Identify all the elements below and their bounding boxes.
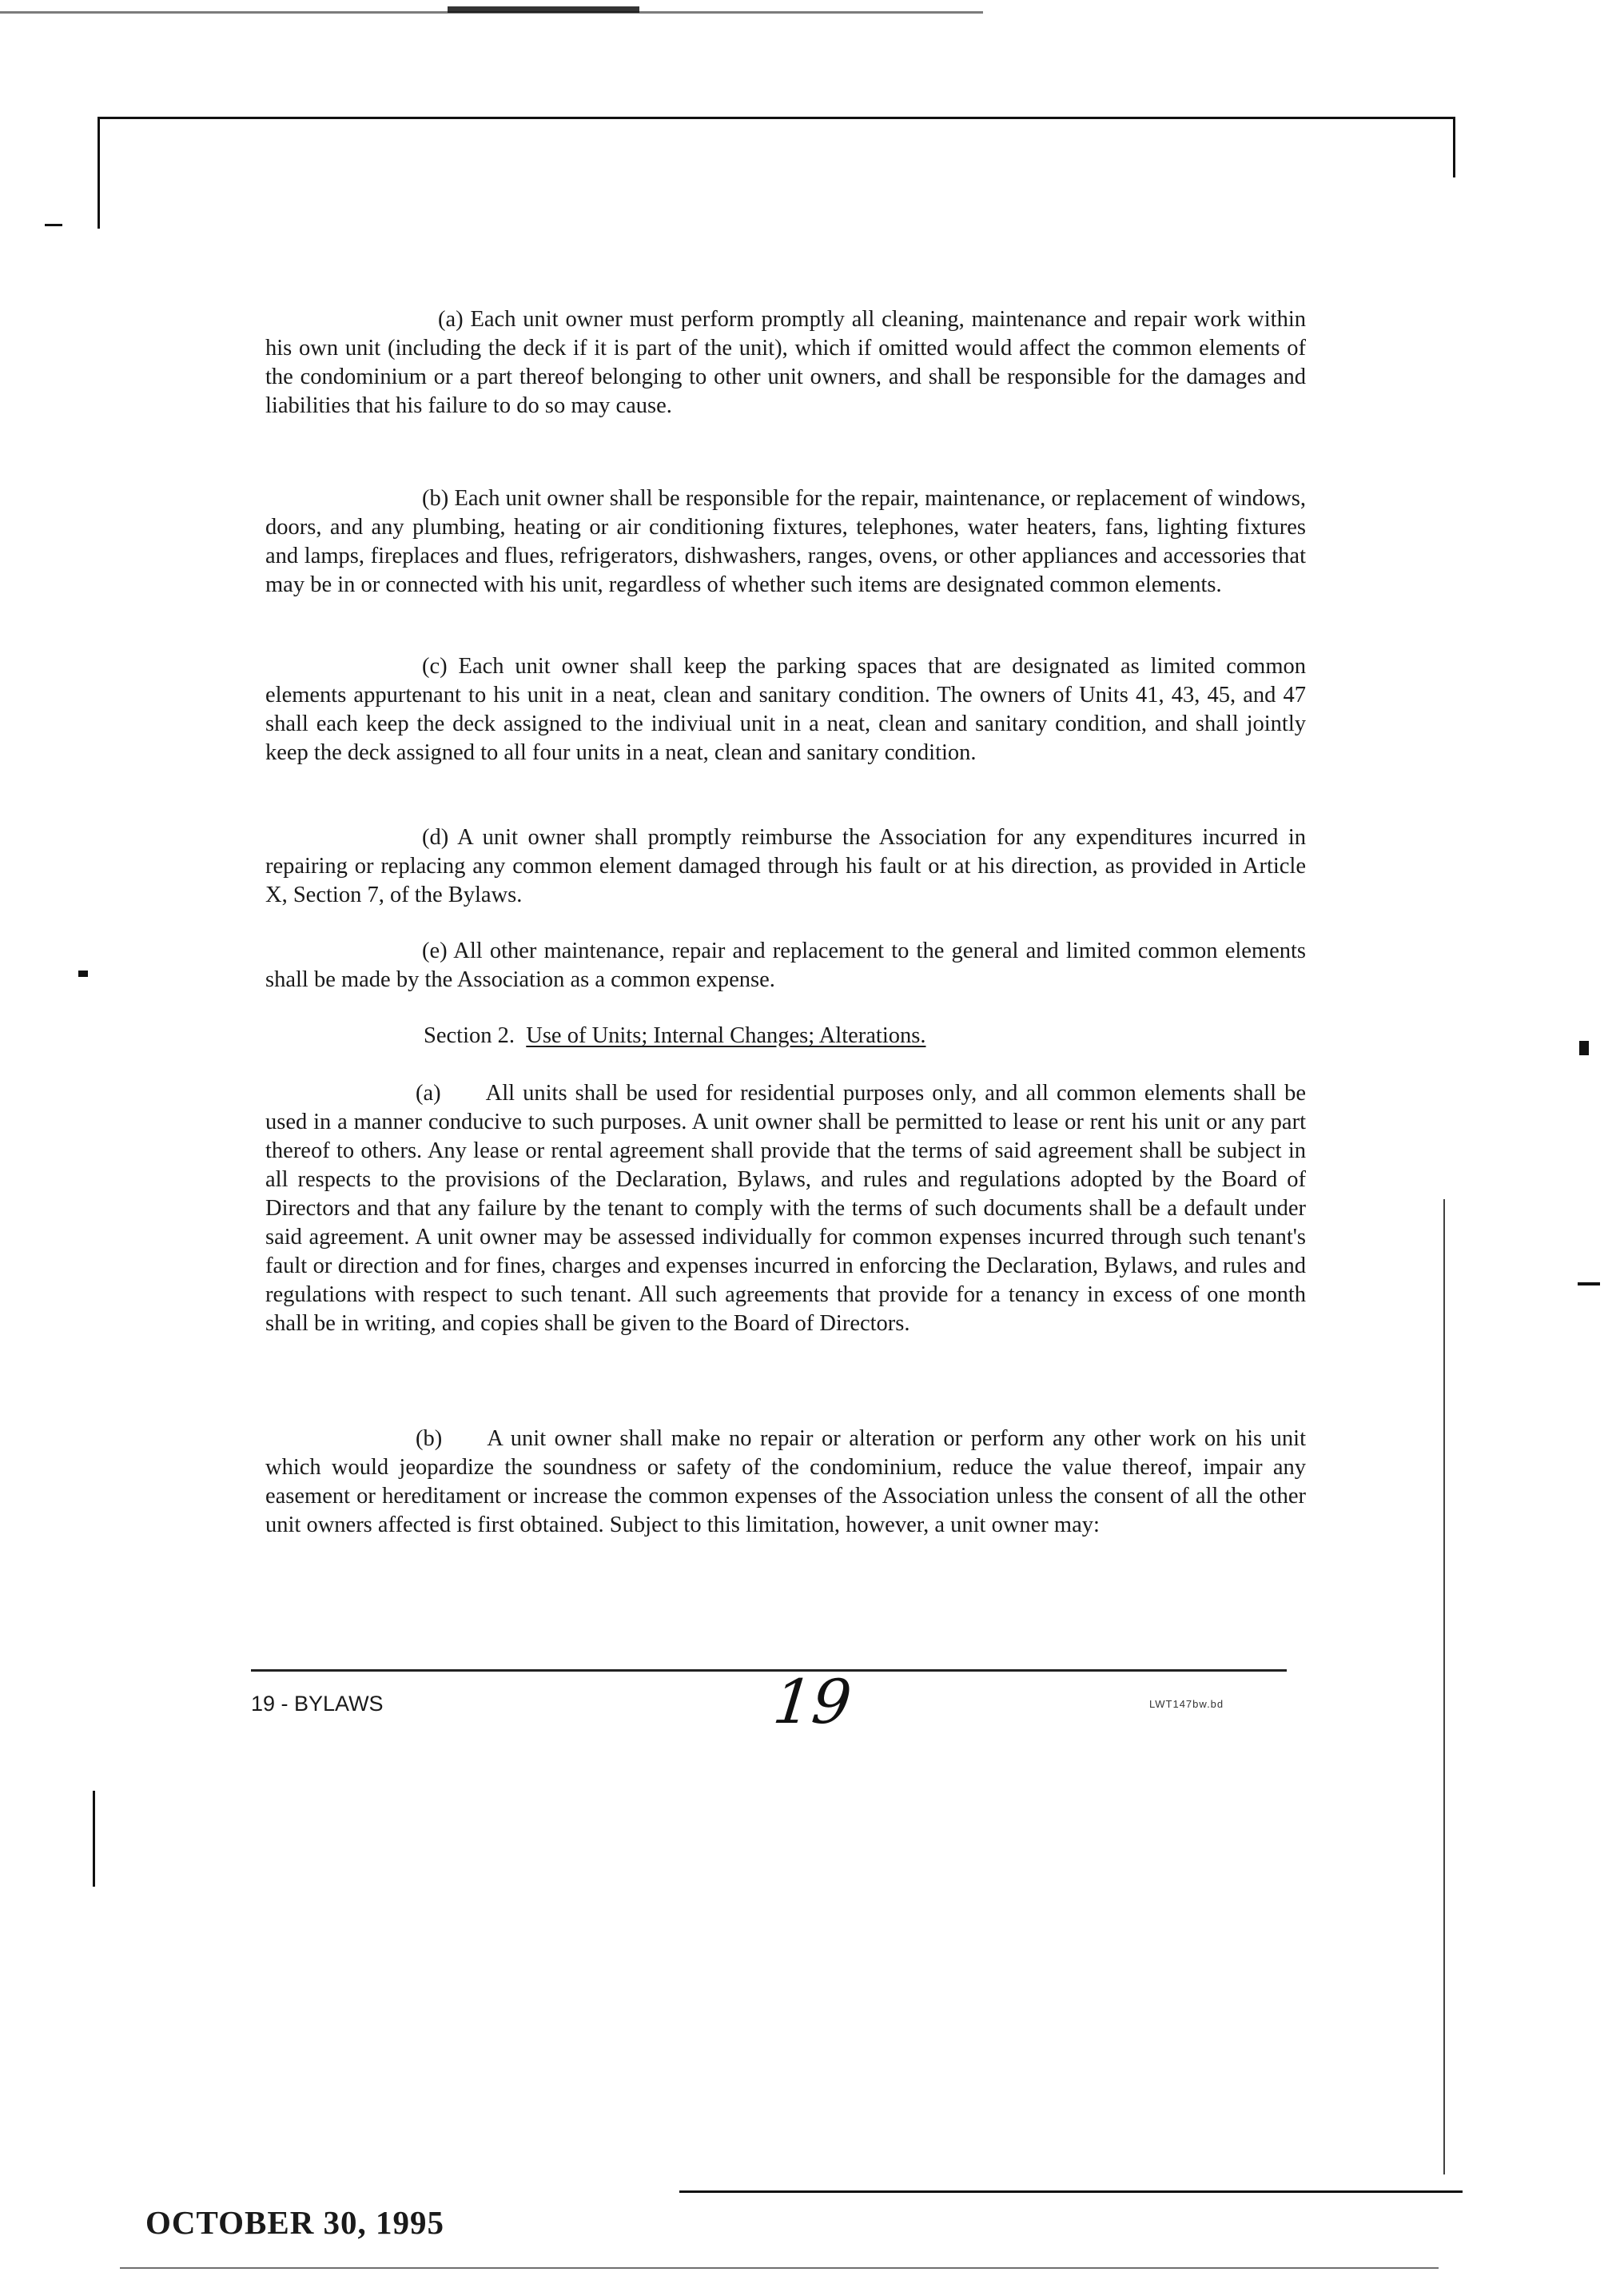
footer-page-label: 19 - BYLAWS	[251, 1692, 384, 1716]
handwritten-page-number: 19	[770, 1666, 855, 1737]
right-vertical-line	[1443, 1199, 1445, 2174]
right-margin-mark-2	[1578, 1282, 1600, 1285]
section-2-label: Section 2.	[424, 1023, 515, 1048]
frame-top-line	[98, 117, 1455, 119]
left-margin-mark	[45, 224, 62, 226]
section-2-paragraph-b-text: A unit owner shall make no repair or alteration or perform any other work on his unit which would jeopardize the soundness or safety of the condominium, reduce the value thereof, impair any easement or hereditament or increase the common expenses of the Association unless the consent of all the other unit owners affected is first obtained. Subject to this limitation, however, a unit owner may:	[265, 1426, 1306, 1537]
paragraph-d-lead: (d)	[422, 825, 449, 850]
paragraph-d-text: A unit owner shall promptly reimburse the Association for any expenditures incurred in repairing or replacing any common element damaged through his fault or at his direction, as provided in Article X, Section 7, of the Bylaws.	[265, 825, 1306, 907]
paragraph-e	[265, 937, 1306, 995]
section-2-paragraph-a-lead: (a)	[416, 1081, 441, 1106]
footer-rule	[251, 1669, 1287, 1672]
paragraph-d	[265, 823, 1306, 910]
right-margin-mark	[1579, 1041, 1589, 1055]
section-2-paragraph-a	[265, 1079, 1306, 1338]
left-bar-lower	[93, 1791, 95, 1887]
paragraph-a-lead: (a)	[438, 307, 464, 332]
paragraph-e-lead: (e)	[422, 939, 448, 963]
paragraph-a	[265, 305, 1306, 421]
paragraph-e-text: All other maintenance, repair and replacement to the general and limited common elements shall be made by the Association as a common expense.	[265, 939, 1306, 992]
frame-left-line	[98, 117, 100, 229]
frame-right-tick	[1453, 117, 1455, 177]
paragraph-c-text: Each unit owner shall keep the parking spaces that are designated as limited common elements appurtenant to his unit in a neat, clean and sanitary condition. The owners of Units 41, 43, 45, and 47 shall each keep the deck assigned to the indiviual unit in a neat, clean and sanitary condition, and shall jointly keep the deck assigned to all four units in a neat, clean and sanitary condition.	[265, 654, 1306, 765]
left-margin-mark-2	[78, 971, 88, 977]
bottom-rule	[679, 2190, 1463, 2193]
paragraph-b-lead: (b)	[422, 486, 449, 511]
paragraph-b-text: Each unit owner shall be responsible for the repair, maintenance, or replacement of windows, doors, and any plumbing, heating or air conditioning fixtures, telephones, water heaters, fans, lighting fixtures and lamps, fireplaces and flues, refrigerators, dishwashers, ranges, ovens, or other appliances and accessories that may be in or connected with his unit, regardless of whether such items are designated common elements.	[265, 486, 1307, 597]
section-2-heading	[424, 1022, 926, 1050]
section-2-title: Use of Units; Internal Changes; Alterations.	[526, 1023, 926, 1048]
paragraph-c	[265, 652, 1306, 767]
date-stamp: OCTOBER 30, 1995	[145, 2204, 445, 2241]
scan-bottom-streak	[120, 2267, 1439, 2269]
section-2-paragraph-b	[265, 1425, 1306, 1540]
footer-document-code: LWT147bw.bd	[1149, 1698, 1224, 1710]
section-2-paragraph-a-text: All units shall be used for residential purposes only, and all common elements shall be used in a manner conducive to such purposes. A unit owner shall be permitted to lease or rent his unit or any part thereof to others. Any lease or rental agreement shall provide that the terms of said agreement shall be subject in all respects to the provisions of the Declaration, Bylaws, and rules and regulations adopted by the Board of Directors and that any failure by the tenant to comply with the terms of such documents shall be a default under said agreement. A unit owner may be assessed individually for common expenses incurred through such tenant's fault or direction and for fines, charges and expenses incurred in enforcing the Declaration, Bylaws, and rules and regulations with respect to such tenant. All such agreements that provide for a tenancy in excess of one month shall be in writing, and copies shall be given to the Board of Directors.	[265, 1081, 1306, 1336]
paragraph-a-text: Each unit owner must perform promptly all cleaning, maintenance and repair work within his own unit (including the deck if it is part of the unit), which if omitted would affect the common elements of the condominium or a part thereof belonging to other unit owners, and shall be responsible for the damages and liabilities that his failure to do so may cause.	[265, 307, 1306, 418]
scan-top-streak-bold	[448, 6, 639, 13]
paragraph-b	[265, 484, 1306, 600]
section-2-paragraph-b-lead: (b)	[416, 1426, 443, 1451]
paragraph-c-lead: (c)	[422, 654, 448, 679]
